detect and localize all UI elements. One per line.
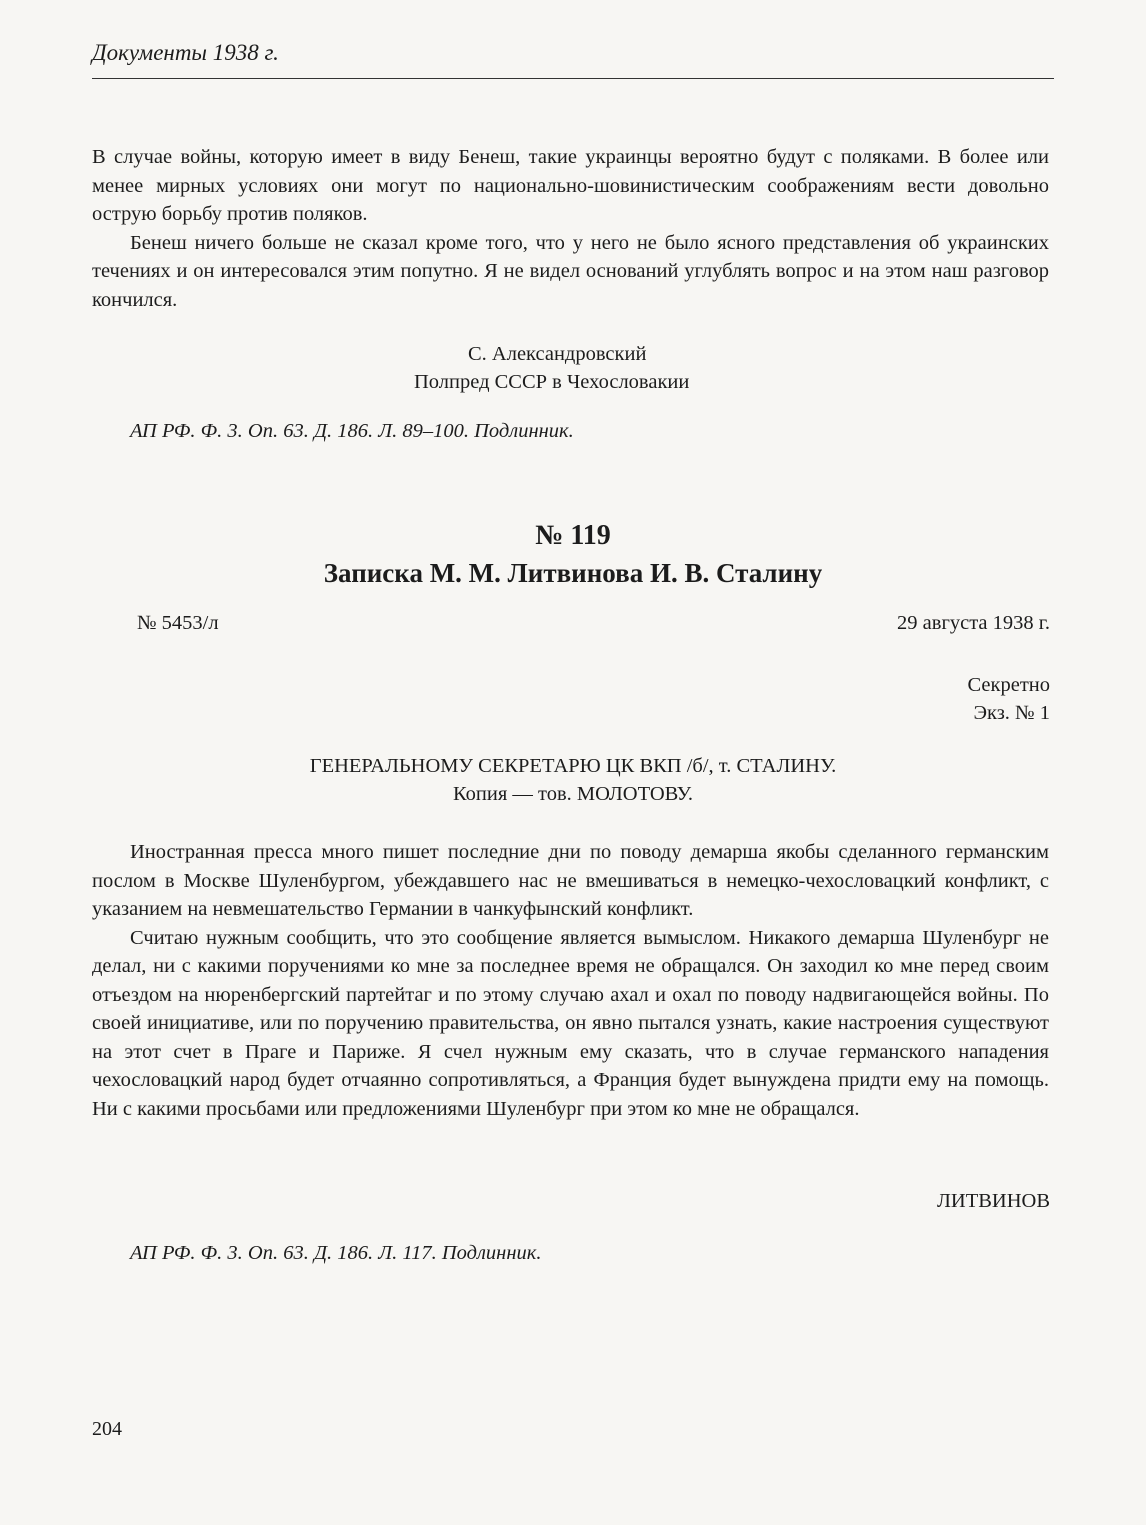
document-number: № 119 [535, 520, 611, 551]
signature-title: Полпред СССР в Чехословакии [414, 371, 690, 393]
previous-document-body [92, 143, 1049, 314]
paragraph: Считаю нужным сообщить, что это сообщение является вымыслом. Никакого демарша Шуленбург не делал, ни с какими поручениями ко мне за последнее время не обращался. Он заходил ко мне перед своим отъездом на нюренбергский партейтаг и по этому случаю ахал и охал по поводу надвигающейся войны. По своей инициативе, или по поручению правительства, он явно пытался узнать, какие настроения существуют на этот счет в Праге и Париже. Я счел нужным ему сказать, что в случае германского нападения чехословацкий народ будет отчаянно сопротивляться, а Франция будет вынуждена придти ему на помощь. Ни с какими просьбами или предложениями Шуленбург при этом ко мне не обращался. [92, 926, 1049, 1120]
archive-source: АП РФ. Ф. 3. Оп. 63. Д. 186. Л. 89–100. Подлинник. [130, 420, 574, 442]
classification-mark: Секретно [967, 674, 1050, 696]
document-title: Записка М. М. Литвинова И. В. Сталину [323, 558, 823, 588]
copy-number: Экз. № 1 [973, 702, 1050, 724]
paragraph: В случае войны, которую имеет в виду Бенеш, такие украинцы вероятно будут с поляками. В более или менее мирных условиях они могут по национально-шовинистическим соображениям вести довольно острую борьбу против поляков. [92, 146, 1049, 225]
copy-recipient: Копия — тов. МОЛОТОВУ. [453, 783, 693, 805]
addressee: ГЕНЕРАЛЬНОМУ СЕКРЕТАРЮ ЦК ВКП /б/, т. СТАЛИНУ. [309, 755, 837, 777]
addressee-block [0, 752, 1146, 808]
signature-name: С. Александровский [468, 343, 647, 365]
paragraph: Иностранная пресса много пишет последние дни по поводу демарша якобы сделанного германским послом в Москве Шуленбургом, убеждавшего нас не вмешиваться в немецко-чехословацкий конфликт, с указанием на невмешательство Германии в чанкуфынский конфликт. [92, 841, 1049, 920]
paragraph: Бенеш ничего больше не сказал кроме того, что у него не было ясного представления об украинских течениях и он интересовался этим попутно. Я не видел оснований углублять вопрос и на этом наш разговор кончился. [92, 231, 1049, 311]
registration-number: № 5453/л [137, 612, 219, 634]
archive-source: АП РФ. Ф. 3. Оп. 63. Д. 186. Л. 117. Подлинник. [130, 1242, 542, 1264]
page-number: 204 [92, 1418, 122, 1440]
document-body [92, 838, 1049, 1123]
signature: ЛИТВИНОВ [937, 1190, 1050, 1212]
document-date: 29 августа 1938 г. [897, 612, 1050, 634]
running-head: Документы 1938 г. [92, 40, 279, 65]
header-rule [92, 78, 1054, 79]
